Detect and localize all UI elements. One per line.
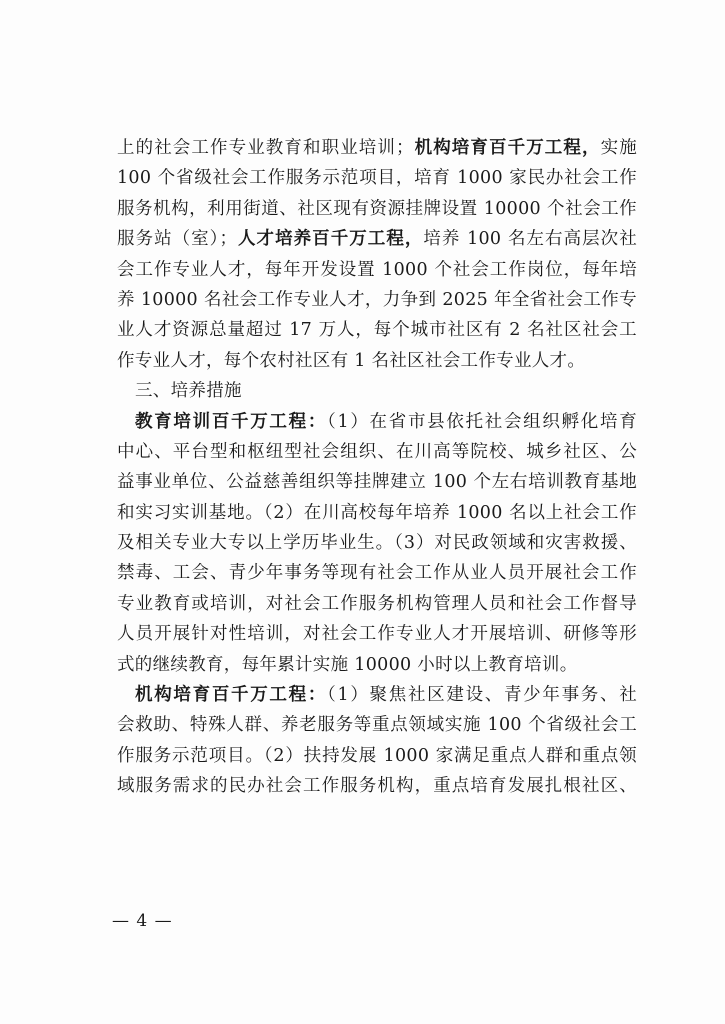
bold-run: 机构培育百千万工程： — [135, 685, 328, 706]
text-run: 培养 100 名左右高层次社 — [423, 229, 637, 250]
text-line: 人员开展针对性培训，对社会工作专业人才开展培训、研修等形 — [117, 624, 637, 645]
paragraph-institution-cultivation — [117, 680, 637, 802]
text-line: 会工作专业人才，每年开发设置 1000 个社会工作岗位，每年培 — [117, 259, 637, 280]
text-line: 及相关专业大专以上学历毕业生。（3）对民政领域和灾害救援、 — [117, 533, 637, 554]
text-line: 和实习实训基地。（2）在川高校每年培养 1000 名以上社会工作 — [117, 502, 637, 523]
text-line — [117, 680, 637, 710]
page-number: — 4 — — [112, 911, 173, 931]
text-run: 服务站（室）； — [117, 229, 238, 250]
text-line: 作服务示范项目。（2）扶持发展 1000 家满足重点人群和重点领 — [117, 745, 637, 766]
text-run: （1）在省市县依托社会组织孵化培育 — [327, 411, 638, 432]
text-line — [117, 133, 637, 163]
text-run: 上的社会工作专业教育和职业培训； — [117, 138, 414, 158]
text-line: 养 10000 名社会工作专业人才，力争到 2025 年全省社会工作专 — [117, 289, 637, 310]
section-heading: 三、培养措施 — [135, 381, 242, 402]
text-line: 业人才资源总量超过 17 万人，每个城市社区有 2 名社区社会工 — [117, 320, 637, 341]
paragraph-personnel-targets — [117, 133, 637, 376]
text-line — [117, 407, 637, 437]
bold-run: 教育培训百千万工程： — [135, 411, 328, 432]
paragraph-education-training — [117, 407, 637, 681]
text-line: 作专业人才，每个农村社区有 1 名社区社会工作专业人才。 — [117, 350, 586, 371]
text-line: 服务机构，利用街道、社区现有资源挂牌设置 10000 个社会工作 — [117, 198, 637, 219]
text-run: 实施 — [600, 138, 637, 158]
text-line: 会救助、特殊人群、养老服务等重点领域实施 100 个省级社会工 — [117, 715, 637, 736]
text-run: （1）聚焦社区建设、青少年事务、社 — [327, 685, 638, 706]
text-line: 域服务需求的民办社会工作服务机构，重点培育发展扎根社区、 — [117, 776, 637, 797]
text-line: 禁毒、工会、青少年事务等现有社会工作从业人员开展社会工作 — [117, 563, 637, 584]
text-line: 中心、平台型和枢纽型社会组织、在川高等院校、城乡社区、公 — [117, 441, 637, 462]
text-line: 益事业单位、公益慈善组织等挂牌建立 100 个左右培训教育基地 — [117, 472, 637, 493]
bold-run: 人才培养百千万工程， — [237, 229, 424, 250]
text-line: 专业教育或培训，对社会工作服务机构管理人员和社会工作督导 — [117, 593, 637, 614]
text-line: 100 个省级社会工作服务示范项目，培育 1000 家民办社会工作 — [117, 168, 637, 189]
document-body — [117, 133, 637, 802]
text-line — [117, 224, 637, 254]
text-line: 式的继续教育，每年累计实施 10000 小时以上教育培训。 — [117, 654, 578, 675]
bold-run: 机构培育百千万工程， — [413, 138, 601, 158]
